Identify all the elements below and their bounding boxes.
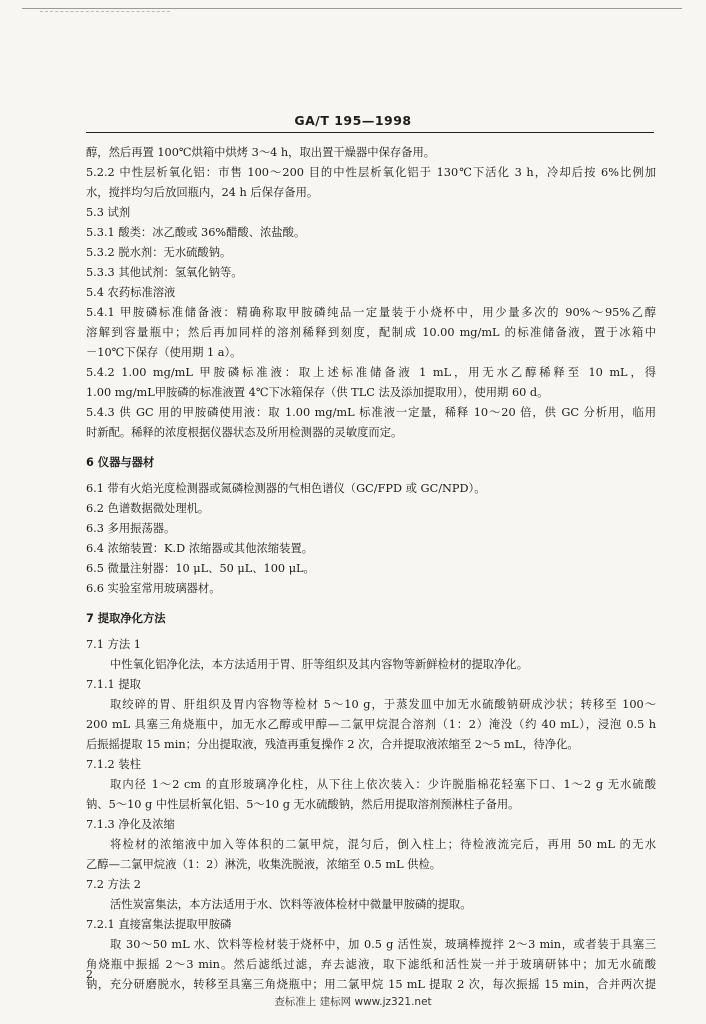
- text-line: 后振摇提取 15 min；分出提取液，残渣再重复操作 2 次，合并提取液浓缩至 2～5 mL，待净化。: [86, 738, 579, 751]
- website-footer: 查标准上 建标网 www.jz321.net: [274, 996, 432, 1008]
- header-rule: [86, 132, 654, 133]
- text-line: 1.00 mg/mL甲胺磷的标准液置 4℃下冰箱保存（供 TLC 法及添加提取用），使用期 60 d。: [86, 386, 549, 399]
- document-body: [86, 143, 656, 995]
- text-line: 5.4.1 甲胺磷标准储备液：精确称取甲胺磷纯品一定量装于小烧杯中，用少量多次的 90%～95%乙醇: [86, 306, 656, 319]
- text-line: 200 mL 具塞三角烧瓶中，加无水乙醇或甲醇—二氯甲烷混合溶剂（1：2）淹没（约 40 mL），浸泡 0.5 h: [86, 718, 656, 731]
- section-heading: 7 提取净化方法: [86, 612, 166, 625]
- text-line: 活性炭富集法，本方法适用于水、饮料等液体检材中微量甲胺磷的提取。: [110, 898, 472, 911]
- text-line: 时新配。稀释的浓度根据仪器状态及所用检测器的灵敏度而定。: [86, 426, 403, 439]
- scan-top-edge: [22, 8, 682, 9]
- text-line: 7.1.3 净化及浓缩: [86, 818, 175, 831]
- paragraph-gap: [86, 443, 656, 453]
- text-line: 将检材的浓缩液中加入等体积的二氯甲烷，混匀后，倒入柱上；待检液流完后，再用 50 mL 的无水: [110, 838, 656, 851]
- text-line: 5.2.2 中性层析氧化铝：市售 100～200 目的中性层析氧化铝于 130℃下活化 3 h，冷却后按 6%比例加: [86, 166, 656, 179]
- text-line: －10℃下保存（使用期 1 a）。: [86, 346, 242, 359]
- text-line: 7.1.2 装柱: [86, 758, 141, 771]
- text-line: 5.4 农药标准溶液: [86, 286, 176, 299]
- text-line: 7.1 方法 1: [86, 638, 141, 651]
- text-line: 6.3 多用振荡器。: [86, 522, 176, 535]
- text-line: 6.6 实验室常用玻璃器材。: [86, 582, 221, 595]
- text-line: 5.3.3 其他试剂：氢氧化钠等。: [86, 266, 243, 279]
- text-line: 中性氧化铝净化法，本方法适用于胃、肝等组织及其内容物等新鲜检材的提取净化。: [110, 658, 528, 671]
- text-line: 6.5 微量注射器：10 μL、50 μL、100 μL。: [86, 562, 315, 575]
- text-line: 5.3.2 脱水剂：无水硫酸钠。: [86, 246, 232, 259]
- text-line: 钠，充分研磨脱水，转移至具塞三角烧瓶中；用二氯甲烷 15 mL 提取 2 次，每次振摇 15 min，合并两次提: [86, 978, 656, 991]
- text-line: 6.4 浓缩装置：K.D 浓缩器或其他浓缩装置。: [86, 542, 313, 555]
- paragraph-gap: [86, 599, 656, 609]
- text-line: 6.1 带有火焰光度检测器或氮磷检测器的气相色谱仪（GC/FPD 或 GC/NPD）。: [86, 482, 486, 495]
- text-line: 钠、5～10 g 中性层析氧化铝、5～10 g 无水硫酸钠，然后用提取溶剂预淋柱子备用。: [86, 798, 520, 811]
- text-line: 水，搅拌均匀后放回瓶内，24 h 后保存备用。: [86, 186, 319, 199]
- text-line: 6.2 色谱数据微处理机。: [86, 502, 210, 515]
- standard-code-header: GA/T 195—1998: [294, 113, 412, 128]
- text-line: 7.2.1 直接富集法提取甲胺磷: [86, 918, 232, 931]
- text-line: 5.4.2 1.00 mg/mL 甲胺磷标准液：取上述标准储备液 1 mL，用无水乙醇稀释至 10 mL，得: [86, 366, 656, 379]
- text-line: 醇，然后再置 100℃烘箱中烘烤 3～4 h，取出置干燥器中保存备用。: [86, 146, 436, 159]
- text-line: 5.4.3 供 GC 用的甲胺磷使用液：取 1.00 mg/mL 标准液一定量，稀释 10～20 倍，供 GC 分析用，临用: [86, 406, 656, 419]
- text-line: 7.1.1 提取: [86, 678, 141, 691]
- text-line: 取内径 1～2 cm 的直形玻璃净化柱，从下往上依次装入：少许脱脂棉花轻塞下口、1～2 g 无水硫酸: [110, 778, 656, 791]
- text-line: 乙醇—二氯甲烷液（1：2）淋洗，收集洗脱液，浓缩至 0.5 mL 供检。: [86, 858, 442, 871]
- text-line: 5.3.1 酸类：冰乙酸或 36%醋酸、浓盐酸。: [86, 226, 306, 239]
- section-heading: 6 仪器与器材: [86, 456, 155, 469]
- page-number: 2: [86, 968, 93, 981]
- text-line: 角烧瓶中振摇 2～3 min。然后滤纸过滤，弃去滤液，取下滤纸和活性炭一并于玻璃研钵中；加无水硫酸: [86, 958, 656, 971]
- text-line: 取绞碎的胃、肝组织及胃内容物等检材 5～10 g，于蒸发皿中加无水硫酸钠研成沙状；转移至 100～: [110, 698, 656, 711]
- text-line: 溶解到容量瓶中；然后再加同样的溶剂稀释到刻度，配制成 10.00 mg/mL 的标准储备液，置于冰箱中: [86, 326, 656, 339]
- scan-top-mark: [40, 11, 170, 12]
- text-line: 7.2 方法 2: [86, 878, 141, 891]
- text-line: 取 30～50 mL 水、饮料等检材装于烧杯中，加 0.5 g 活性炭，玻璃棒搅拌 2～3 min，或者装于具塞三: [110, 938, 656, 951]
- text-line: 5.3 试剂: [86, 206, 131, 219]
